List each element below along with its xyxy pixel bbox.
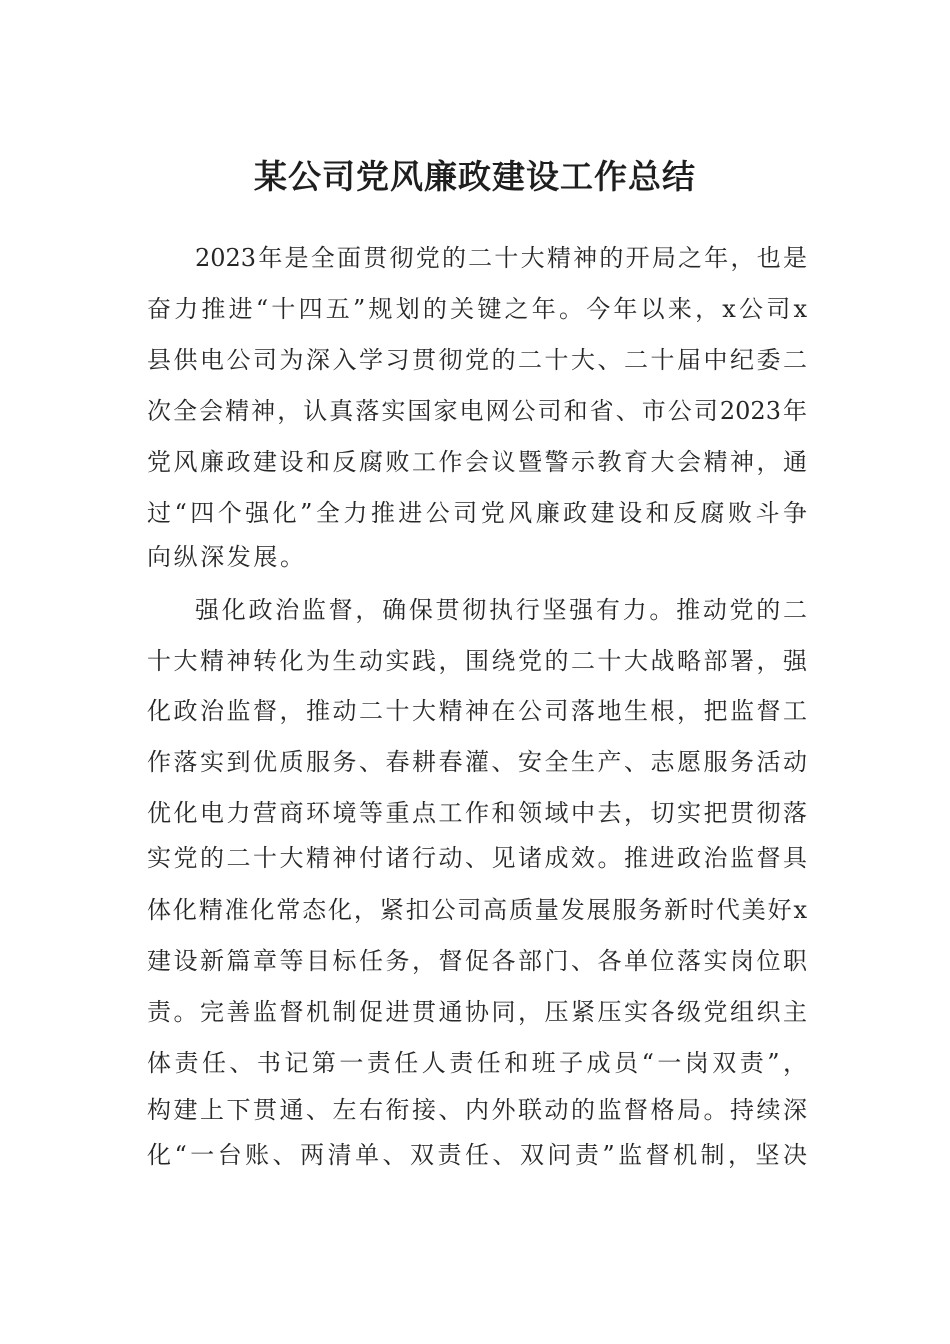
paragraph-2-line-5: 优化电力营商环境等重点工作和领域中去，切实把贯彻落 (147, 799, 807, 827)
paragraph-2-line-2: 十大精神转化为生动实践，围绕党的二十大战略部署，强 (147, 647, 807, 675)
paragraph-2-line-9: 责。完善监督机制促进贯通协同，压紧压实各级党组织主 (147, 998, 807, 1026)
paragraph-1-line-2: 奋力推进“十四五”规划的关键之年。今年以来，x公司x (147, 295, 807, 323)
paragraph-2-line-12: 化“一台账、两清单、双责任、双问责”监督机制，坚决 (147, 1141, 807, 1169)
paragraph-2-line-3: 化政治监督，推动二十大精神在公司落地生根，把监督工 (147, 697, 807, 725)
paragraph-2-line-1: 强化政治监督，确保贯彻执行坚强有力。推动党的二 (195, 596, 807, 624)
paragraph-1-line-4: 次全会精神，认真落实国家电网公司和省、市公司2023年 (147, 397, 807, 425)
paragraph-2-line-8: 建设新篇章等目标任务，督促各部门、各单位落实岗位职 (147, 947, 807, 975)
paragraph-2-line-4: 作落实到优质服务、春耕春灌、安全生产、志愿服务活动 (147, 748, 807, 776)
paragraph-1-line-6: 过“四个强化”全力推进公司党风廉政建设和反腐败斗争 (147, 499, 807, 527)
document-title: 某公司党风廉政建设工作总结 (254, 157, 696, 196)
paragraph-2-line-6: 实党的二十大精神付诸行动、见诸成效。推进政治监督具 (147, 844, 807, 872)
paragraph-2-line-7: 体化精准化常态化，紧扣公司高质量发展服务新时代美好x (147, 896, 807, 924)
paragraph-1-line-7: 向纵深发展。 (147, 543, 307, 571)
paragraph-2-line-11: 构建上下贯通、左右衔接、内外联动的监督格局。持续深 (147, 1096, 807, 1124)
paragraph-1-line-5: 党风廉政建设和反腐败工作会议暨警示教育大会精神，通 (147, 448, 807, 476)
paragraph-1-line-3: 县供电公司为深入学习贯彻党的二十大、二十届中纪委二 (147, 346, 807, 374)
paragraph-1-line-1: 2023年是全面贯彻党的二十大精神的开局之年，也是 (195, 244, 807, 272)
paragraph-2-line-10: 体责任、书记第一责任人责任和班子成员“一岗双责”， (147, 1049, 807, 1077)
